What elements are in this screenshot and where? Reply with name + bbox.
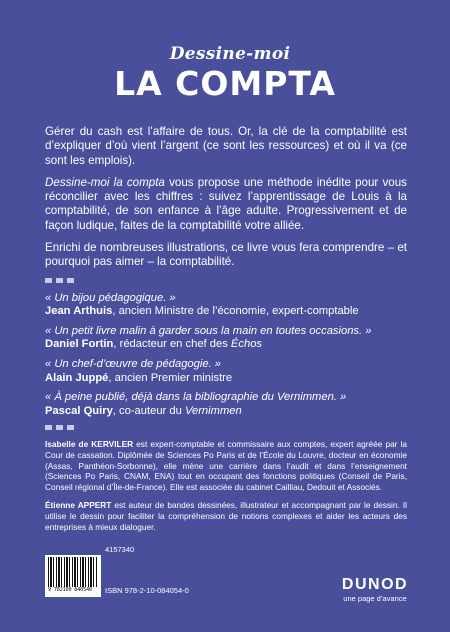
quote-text: « Un bijou pédagogique. » xyxy=(45,291,176,304)
illustrator-name: Étienne APPERT xyxy=(45,500,112,511)
publisher-name: DUNOD xyxy=(341,576,409,593)
quote-author: Daniel Fortin xyxy=(45,338,114,351)
quote-author: Jean Arthuis xyxy=(45,305,113,318)
intro-paragraph-1: Gérer du cash est l’affaire de tous. Or, la clé de la comptabilité est d’expliquer d’où vient l’argent (ce sont les ressources) et où il va (ce sont les emplois). xyxy=(45,125,407,167)
quote-author-role-publication: Échos xyxy=(230,338,263,351)
quote-author-role: , ancien Ministre de l’économie, expert-comptable xyxy=(112,305,359,318)
quote-author: Alain Juppé xyxy=(45,371,109,384)
quote-author-role: , co-auteur du xyxy=(112,404,185,417)
barcode xyxy=(45,555,101,597)
intro-paragraph-3: Enrichi de nombreuses illustrations, ce livre vous fera comprendre – et pourquoi pas aimer – la comptabilité. xyxy=(45,241,407,269)
quote-text: « Un chef-d’œuvre de pédagogie. » xyxy=(45,358,222,371)
quote-item xyxy=(45,358,407,385)
isbn: ISBN 978-2-10-084054-0 xyxy=(105,586,189,595)
barcode-area xyxy=(45,545,215,615)
barcode-number: 9 782100 840540 xyxy=(48,587,92,593)
cover-text xyxy=(45,125,407,540)
quote-text: « À peine publié, déjà dans la bibliographie du Vernimmen. » xyxy=(45,391,347,404)
author-bio xyxy=(45,439,407,492)
book-title: LA COMPTA xyxy=(114,64,336,103)
illustrator-bio-text: est auteur de bandes dessinées, illustrateur et accompagnant par le dessin. Il utilise le dessin pour faciliter la compréhension de notions complexes et aider les acteurs des entreprises à mieux dialoguer. xyxy=(45,500,408,532)
quote-text: « Un petit livre malin à garder sous la main en toutes occasions. » xyxy=(45,324,372,337)
intro-paragraph-2-text: vous propose une méthode inédite pour vous réconcilier avec les chiffres : suivez l’apprentissage de Louis à la comptabilité, de son enfance à l’âge adulte. Progressivement et de façon ludique, faites de la comptabilité votre alliée. xyxy=(45,175,407,232)
product-code: 4157340 xyxy=(105,545,135,554)
illustrator-bio xyxy=(45,500,407,532)
barcode-bars xyxy=(48,557,98,587)
intro-paragraph-2 xyxy=(45,176,407,233)
publisher-logo xyxy=(335,577,415,603)
publisher-tagline: une page d’avance xyxy=(343,594,407,603)
quote-author-role: , ancien Premier ministre xyxy=(108,371,233,384)
quote-author-role-publication: Vernimmen xyxy=(184,404,242,417)
section-divider xyxy=(45,425,407,430)
intro-book-title: Dessine-moi la compta xyxy=(45,175,165,189)
quote-author-role: , rédacteur en chef des xyxy=(113,338,231,351)
section-divider xyxy=(45,278,407,283)
quote-item xyxy=(45,391,407,418)
author-bio-text: est expert-comptable et commissaire aux comptes, expert agréée par la Cour de cassation. Diplômée de Sciences Po Paris et de l’École du Louvre, docteur en économie (Assas, Panthéon-Sorbonne), elle mène une carrière dans l’audit et dans l’enseignement (Sciences Po Paris, CNAM, ENA) tout en occupant des fonctions politiques (Conseil de Paris, Conseil régional d’Île-de-France). Elle est associée du cabinet Cailliau, Dedouit et Associés. xyxy=(45,439,407,492)
quote-author: Pascal Quiry xyxy=(45,404,113,417)
author-name: Isabelle de KERVILER xyxy=(45,439,134,450)
quote-item xyxy=(45,325,407,352)
series-subtitle: Dessine-moi xyxy=(169,44,291,64)
quote-item xyxy=(45,292,407,319)
cover-header xyxy=(0,44,450,102)
